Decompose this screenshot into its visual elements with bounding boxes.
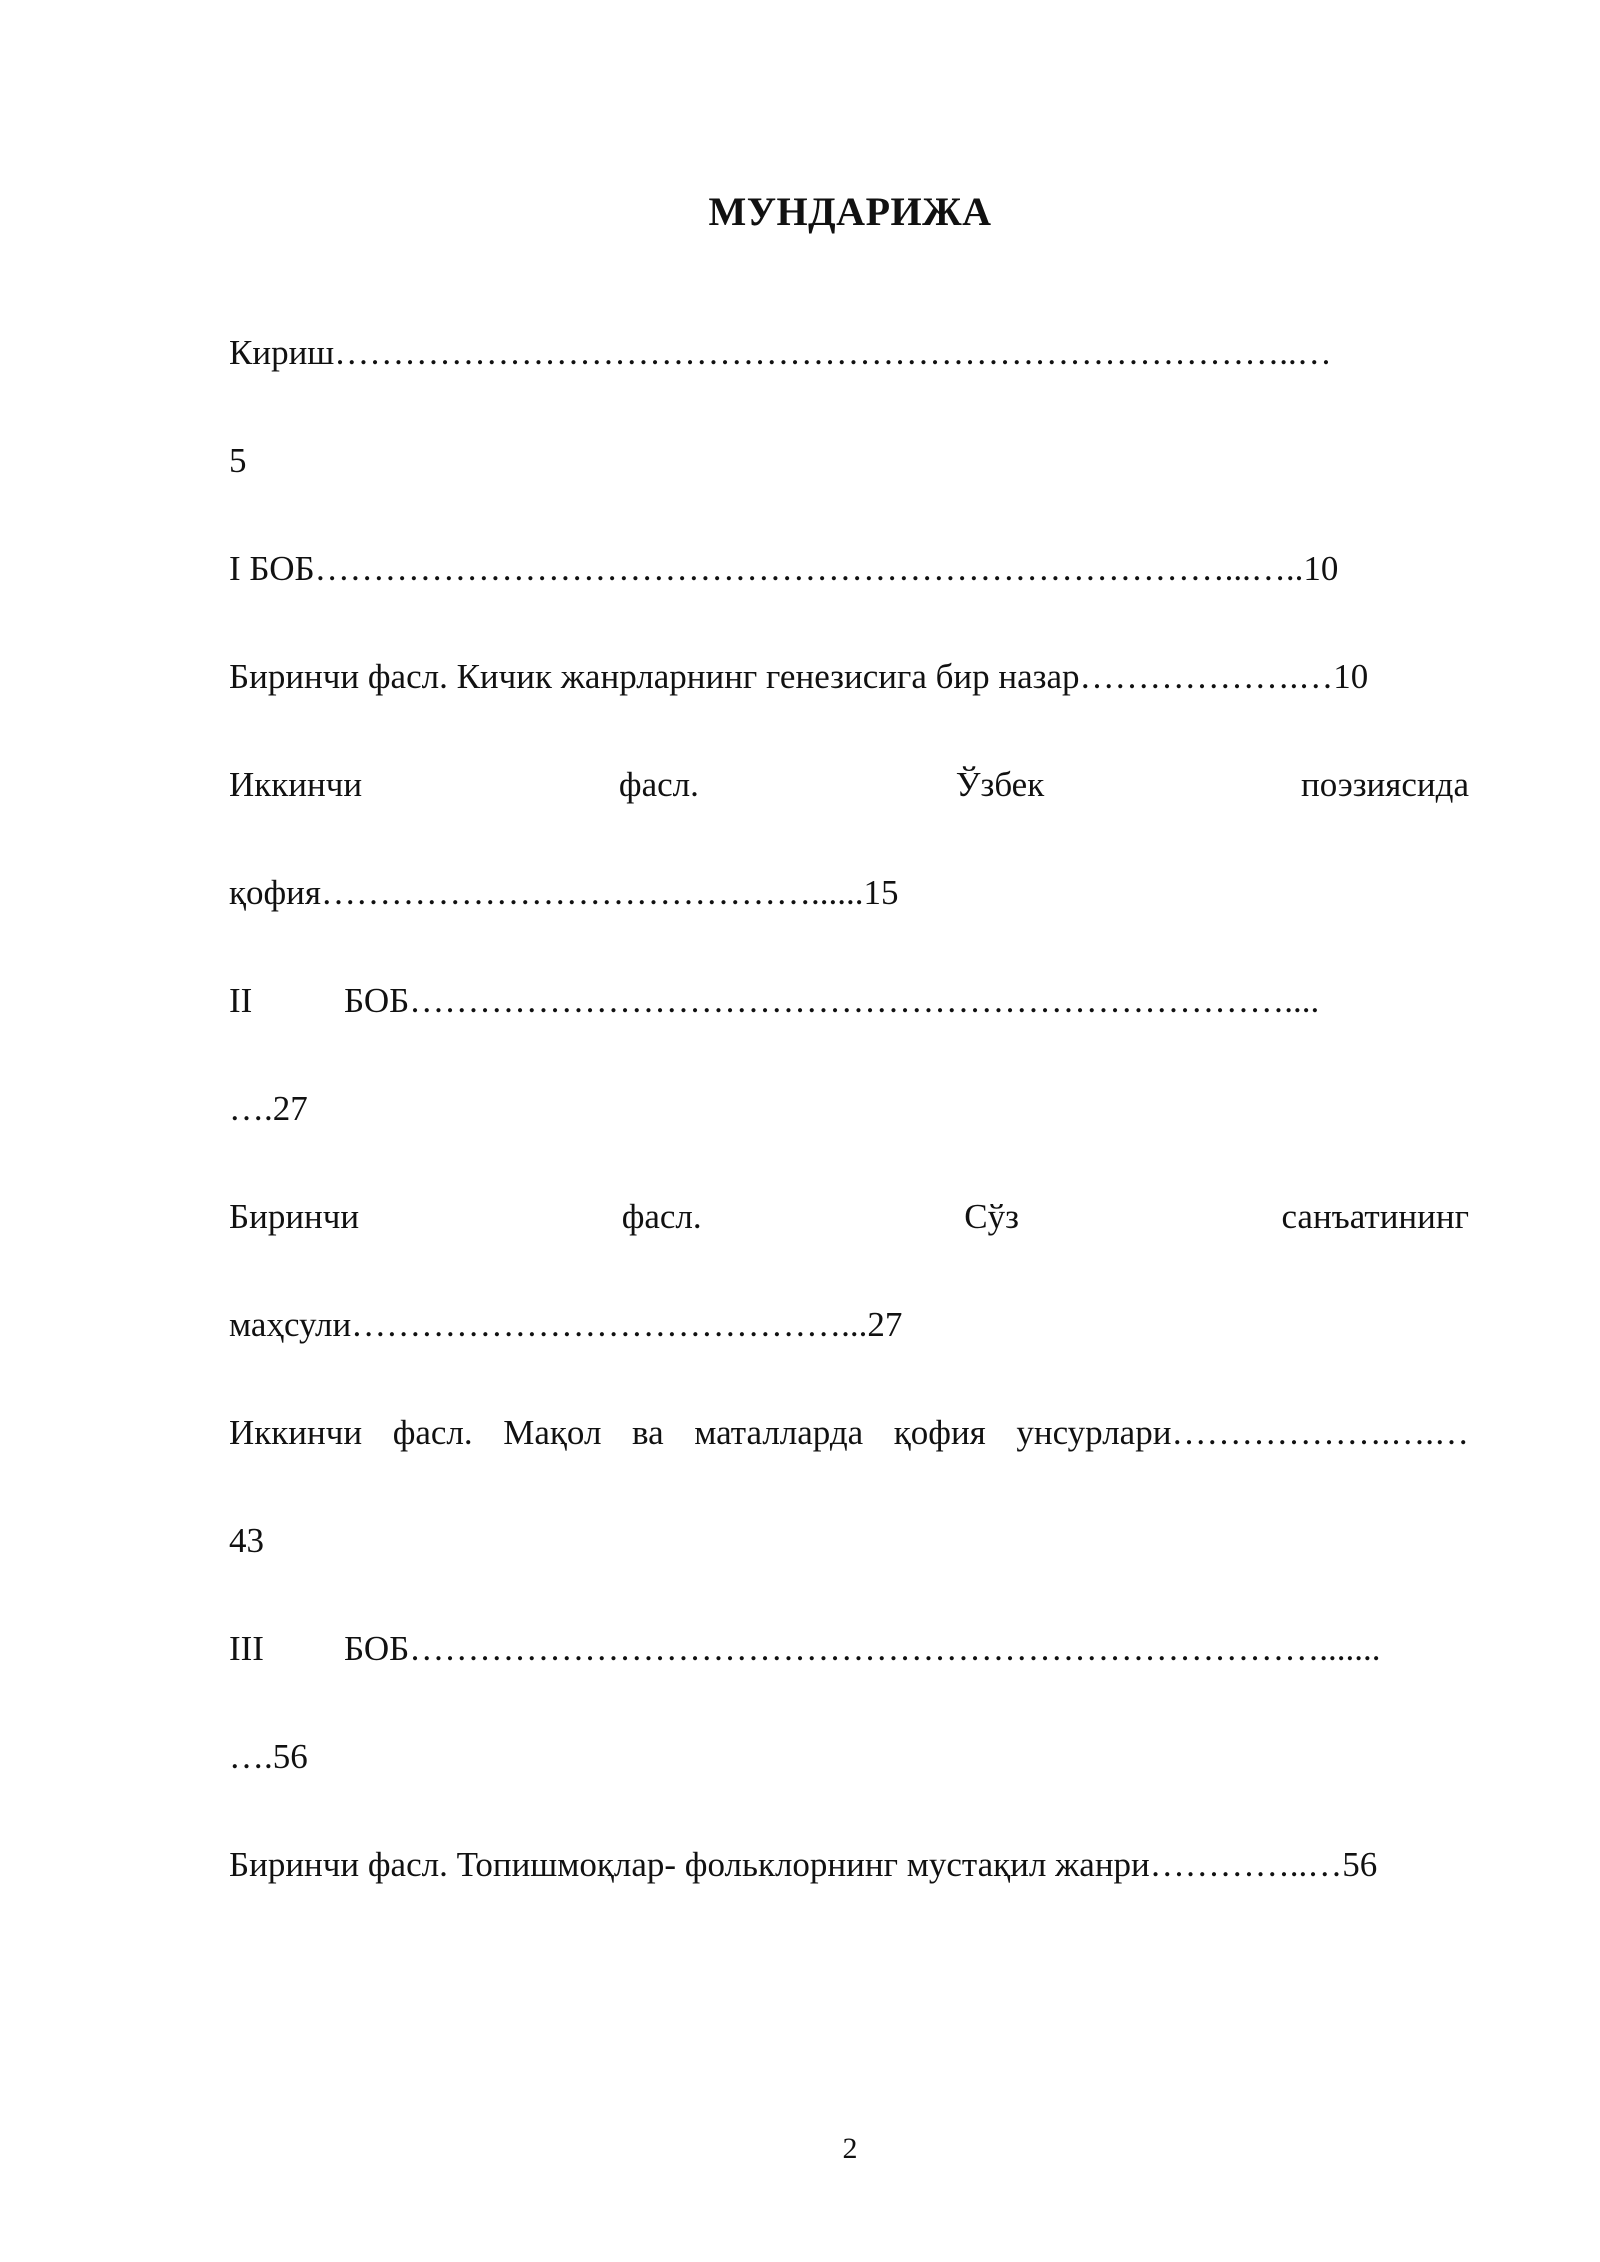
toc-entry-introduction-page: 5	[229, 441, 247, 480]
toc-entry-chapter-2-section-1	[229, 1195, 1469, 1239]
toc-word: ва	[632, 1413, 664, 1452]
toc-word: БОБ…………………………………………………………………….......	[344, 1629, 1381, 1668]
toc-word: қофия	[893, 1413, 986, 1452]
toc-word: II	[229, 981, 253, 1020]
toc-entry-introduction: Кириш………………………………………………………………………..…	[229, 333, 1332, 372]
toc-entry-chapter-1: I БОБ……………………………………………………………………...…..10	[229, 549, 1339, 588]
toc-word: III	[229, 1629, 264, 1668]
toc-word: Ўзбек	[955, 765, 1045, 804]
toc-word: маталларда	[694, 1413, 864, 1452]
toc-word: санъатининг	[1281, 1197, 1469, 1236]
toc-word: фасл.	[621, 1197, 702, 1236]
toc-entry-chapter-3-page: ….56	[229, 1737, 308, 1776]
toc-word: поэзиясида	[1301, 765, 1469, 804]
toc-entry-chapter-1-section-2-cont: қофия……………………………………......15	[229, 873, 899, 912]
toc-word: унсурлари……………….….…	[1016, 1413, 1469, 1452]
toc-entry-chapter-2-section-1-cont: маҳсули……………………………………...27	[229, 1305, 903, 1344]
toc-word: Мақол	[503, 1413, 602, 1452]
toc-word: Биринчи	[229, 1197, 360, 1236]
toc-entry-chapter-1-section-2	[229, 763, 1469, 807]
toc-entry-chapter-2-page: ….27	[229, 1089, 308, 1128]
toc-word: Иккинчи	[229, 1413, 363, 1452]
toc-entry-chapter-3-section-1: Биринчи фасл. Топишмоқлар- фольклорнинг мустақил жанри…………..…56	[229, 1845, 1378, 1884]
toc-entry-chapter-2-section-2	[229, 1411, 1469, 1455]
page-title: МУНДАРИЖА	[708, 189, 992, 234]
toc-word: Сўз	[964, 1197, 1019, 1236]
toc-word: фасл.	[618, 765, 699, 804]
toc-word: БОБ…………………………………………………………………....	[344, 981, 1320, 1020]
toc-entry-chapter-2	[229, 979, 1469, 1023]
toc-entry-chapter-3	[229, 1627, 1469, 1671]
toc-entry-chapter-2-section-2-page: 43	[229, 1521, 264, 1560]
toc-word: фасл.	[392, 1413, 473, 1452]
page-number: 2	[842, 2132, 858, 2165]
toc-entry-chapter-1-section-1: Биринчи фасл. Кичик жанрларнинг генезисига бир назар……………….…10	[229, 657, 1369, 696]
toc-word: Иккинчи	[229, 765, 363, 804]
